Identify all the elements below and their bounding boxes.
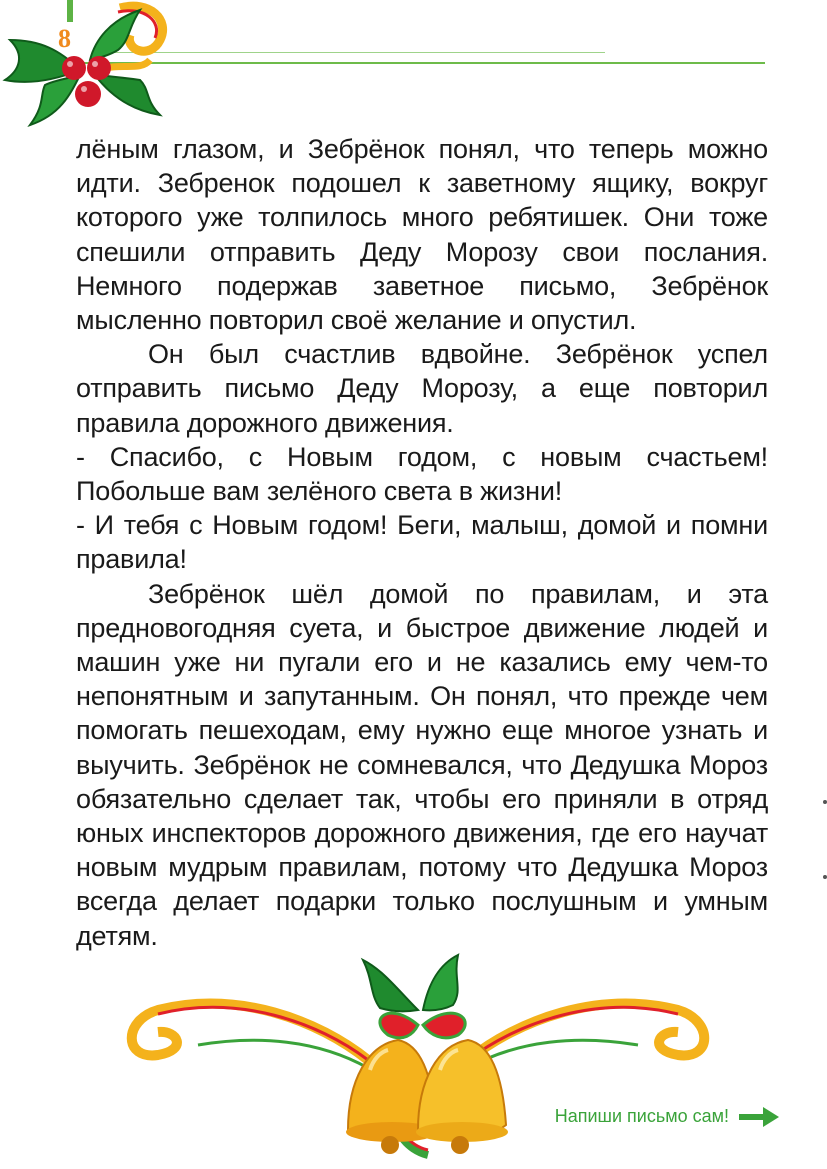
write-letter-link[interactable]	[555, 1106, 779, 1127]
holly-berries-icon	[0, 0, 190, 140]
paragraph: - Спасибо, с Новым годом, с новым счастьем! Побольше вам зелёного света в жизни!	[76, 441, 768, 507]
arrow-right-icon	[739, 1107, 779, 1127]
paragraph: Он был счастлив вдвойне. Зебрёнок успел отправить письмо Деду Морозу, а еще повторил правила дорожного движения.	[76, 339, 768, 438]
paragraph: - И тебя с Новым годом! Беги, малыш, домой и помни правила!	[76, 510, 768, 575]
page-number: 8	[58, 24, 71, 53]
paragraph: лёным глазом, и Зебрёнок понял, что теперь можно идти. Зебренок подошел к заветному ящику, вокруг которого уже толпилось много ребятишек. Они тоже спешили отправить Деду Морозу свои послания. Немного подержав заветное письмо, Зебрёнок мысленно повторил своё желание и опустил.	[76, 134, 768, 336]
paragraph: Зебрёнок шёл домой по правилам, и эта предновогодняя суета, и быстрое движение людей и машин уже ни пугали его и не казались ему чем-то непонятным и запутанным. Он понял, что прежде чем помогать пешеходам, ему нужно еще многое узнать и выучить. Зебрёнок не сомневался, что Дедушка Мороз обязательно сделает так, чтобы его приняли в отряд юных инспекторов дорожного движения, где его научат новым мудрым правилам, потому что Дедушка Мороз всегда делает подарки только послушным и умным детям.	[76, 578, 768, 951]
write-letter-label: Напиши письмо сам!	[554, 1106, 729, 1126]
story-text	[76, 132, 768, 953]
christmas-bells-icon	[118, 950, 718, 1160]
margin-dot	[823, 875, 827, 879]
margin-dot	[823, 800, 827, 804]
